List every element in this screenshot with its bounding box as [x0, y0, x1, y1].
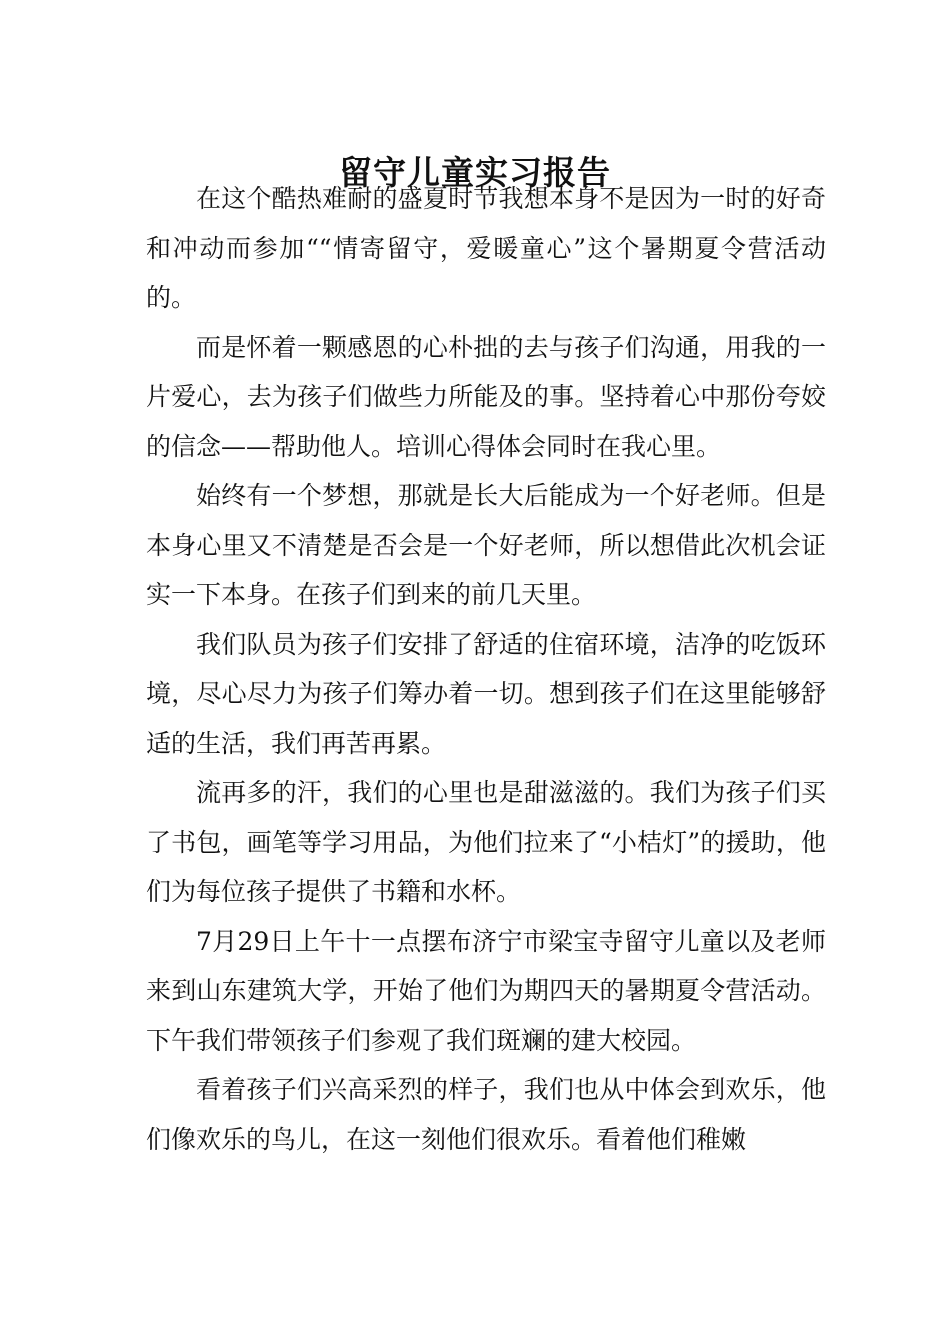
paragraph-4: 我们队员为孩子们安排了舒适的住宿环境，洁净的吃饭环境，尽心尽力为孩子们筹办着一切。想到孩子们在这里能够舒适的生活，我们再苦再累。: [146, 629, 826, 758]
paragraph-2: 而是怀着一颗感恩的心朴拙的去与孩子们沟通，用我的一片爱心，去为孩子们做些力所能及的事。坚持着心中那份夸姣的信念——帮助他人。培训心得体会同时在我心里。: [146, 332, 826, 461]
document-body: [146, 174, 826, 1164]
paragraph-3: 始终有一个梦想，那就是长大后能成为一个好老师。但是本身心里又不清楚是否会是一个好老师，所以想借此次机会证实一下本身。在孩子们到来的前几天里。: [146, 481, 826, 609]
paragraph-6: 7月29日上午十一点摆布济宁市梁宝寺留守儿童以及老师来到山东建筑大学，开始了他们为期四天的暑期夏令营活动。下午我们带领孩子们参观了我们斑斓的建大校园。: [146, 926, 826, 1055]
document-title: 留守儿童实习报告: [339, 153, 611, 193]
paragraph-7: 看着孩子们兴高采烈的样子，我们也从中体会到欢乐，他们像欢乐的鸟儿，在这一刻他们很欢乐。看着他们稚嫩: [146, 1075, 826, 1154]
paragraph-1: 在这个酷热难耐的盛夏时节我想本身不是因为一时的好奇和冲动而参加““情寄留守，爱暖童心”这个暑期夏令营活动的。: [146, 184, 826, 312]
paragraph-5: 流再多的汗，我们的心里也是甜滋滋的。我们为孩子们买了书包，画笔等学习用品，为他们拉来了“小桔灯”的援助，他们为每位孩子提供了书籍和水杯。: [146, 778, 826, 906]
